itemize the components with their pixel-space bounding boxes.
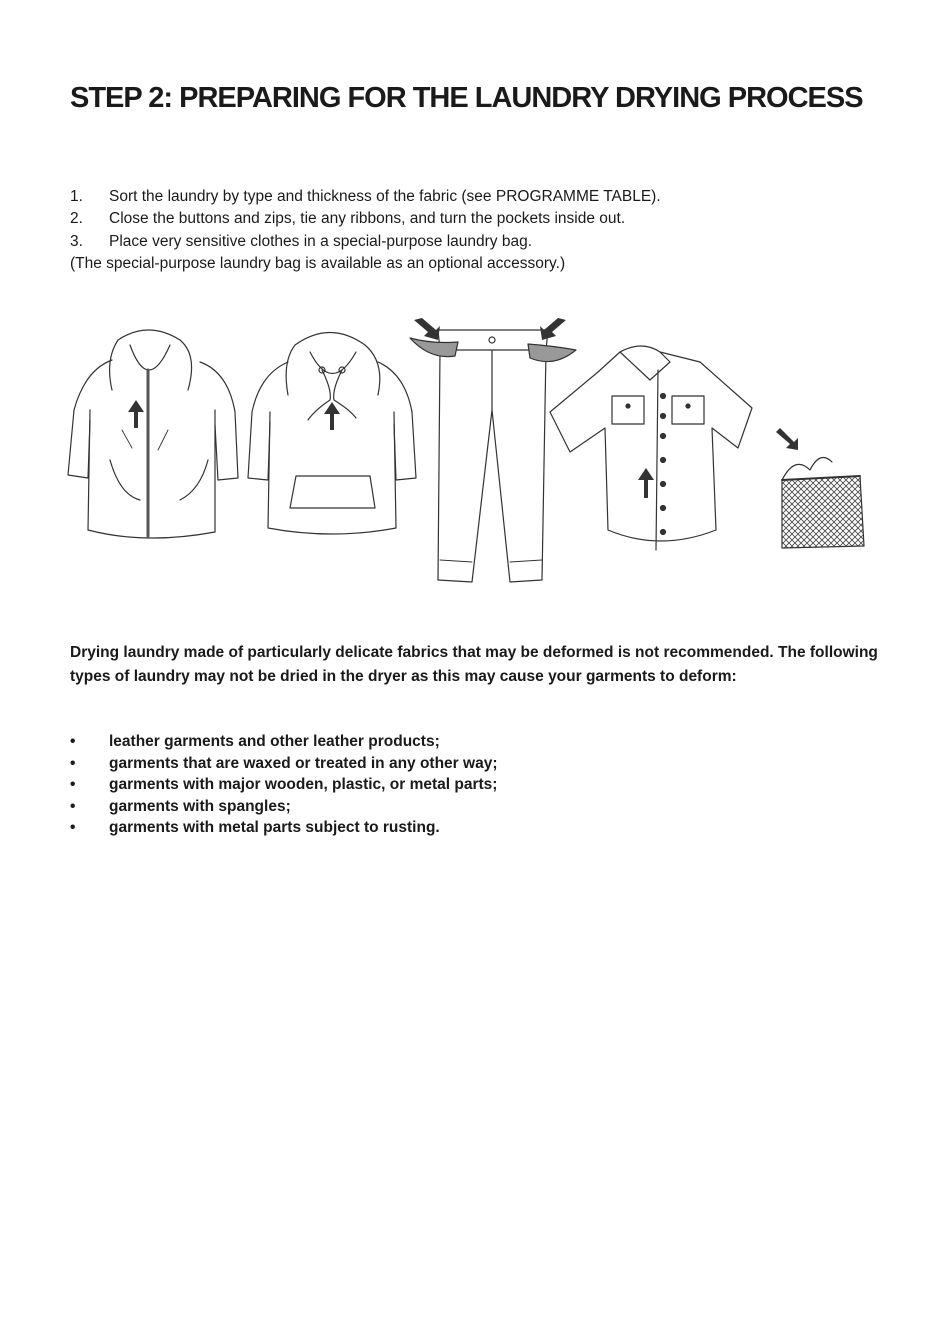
list-item-text: garments with metal parts subject to rusting. <box>109 819 440 836</box>
list-item <box>70 796 880 818</box>
drawstring-hoodie-icon <box>248 333 416 535</box>
list-item-text: leather garments and other leather products; <box>109 733 440 750</box>
garment-preparation-illustration <box>60 300 880 600</box>
bullet-symbol: • <box>70 797 76 815</box>
bullet-symbol: • <box>70 776 76 793</box>
bullet-symbol: • <box>70 819 76 836</box>
restricted-garments-list <box>70 731 880 839</box>
step-item <box>70 186 890 208</box>
bullet-symbol: • <box>70 754 76 772</box>
list-item <box>70 731 880 753</box>
list-item-text: garments with spangles; <box>109 797 291 815</box>
list-item-text: garments with major wooden, plastic, or metal parts; <box>109 776 498 793</box>
step-3-note: (The special-purpose laundry bag is available as an optional accessory.) <box>70 254 566 272</box>
list-item-text: garments that are waxed or treated in any other way; <box>109 754 498 772</box>
step-item <box>70 231 890 253</box>
step-text: Sort the laundry by type and thickness of the fabric (see PROGRAMME TABLE). <box>109 188 661 205</box>
bullet-symbol: • <box>70 733 76 750</box>
page-title: STEP 2: PREPARING FOR THE LAUNDRY DRYING PROCESS <box>70 82 863 114</box>
list-item <box>70 774 880 796</box>
laundry-bag-icon <box>776 428 864 548</box>
preparation-steps <box>70 186 890 275</box>
step-number: 1. <box>70 188 83 205</box>
step-text: Place very sensitive clothes in a special-purpose laundry bag. <box>109 232 533 250</box>
list-item <box>70 753 880 775</box>
trousers-pockets-icon <box>410 318 576 582</box>
step-number: 3. <box>70 232 83 250</box>
step-number: 2. <box>70 210 83 228</box>
list-item <box>70 817 880 839</box>
step-text: Close the buttons and zips, tie any ribbons, and turn the pockets inside out. <box>109 210 626 228</box>
button-shirt-icon <box>550 346 752 550</box>
step-item <box>70 208 890 230</box>
warning-paragraph: Drying laundry made of particularly delicate fabrics that may be deformed is not recommended. The following types of laundry may not be dried in the dryer as this may cause your garments to deform: <box>70 644 878 685</box>
zip-hoodie-icon <box>68 330 238 538</box>
